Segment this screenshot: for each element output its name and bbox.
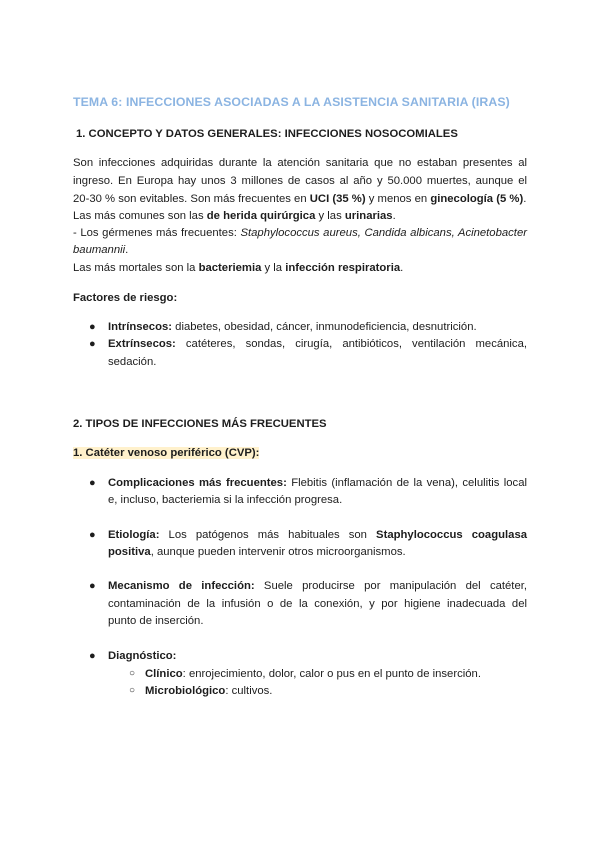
bullet-disc: ● (89, 580, 96, 592)
risk-factors-heading: Factores de riesgo: (73, 292, 178, 304)
germs-line-1: - Los gérmenes más frecuentes: Staphylococcus aureus, Candida albicans, Acinetobacter (73, 227, 527, 239)
document-title: TEMA 6: INFECCIONES ASOCIADAS A LA ASISTENCIA SANITARIA (IRAS) (73, 95, 510, 109)
mechanism-line-1: Mecanismo de infección: Suele producirse por manipulación del catéter, (108, 580, 527, 592)
intro-line-2: ingreso. En Europa hay unos 3 millones de casos al año y 50.000 muertes, aunque el (73, 175, 527, 187)
etiology-line-2: positiva, aunque pueden intervenir otros microorganismos. (108, 546, 406, 558)
subsection-cvp-heading: 1. Catéter venoso periférico (CVP): (73, 447, 260, 459)
intro-line-1: Son infecciones adquiridas durante la atención sanitaria que no estaban presentes al (73, 157, 527, 169)
bullet-disc: ● (89, 321, 96, 333)
risk-extrinsic-line-1: Extrínsecos: catéteres, sondas, cirugía, antibióticos, ventilación mecánica, (108, 338, 527, 350)
mechanism-line-2: contaminación de la infusión o de la conexión, y por higiene inadecuada del (108, 598, 527, 610)
intro-line-3: 20-30 % son evitables. Son más frecuentes en UCI (35 %) y menos en ginecología (5 %). (73, 193, 527, 205)
diagnosis-microbiological: Microbiológico: cultivos. (145, 685, 273, 697)
section-1-heading: 1. CONCEPTO Y DATOS GENERALES: INFECCIONES NOSOCOMIALES (76, 128, 458, 140)
bullet-disc: ● (89, 529, 96, 541)
mechanism-line-3: punto de inserción. (108, 615, 204, 627)
bullet-circle: ○ (129, 668, 136, 679)
bullet-disc: ● (89, 650, 96, 662)
bullet-disc: ● (89, 477, 96, 489)
germs-line-2: baumannii. (73, 244, 129, 256)
section-2-heading: 2. TIPOS DE INFECCIONES MÁS FRECUENTES (73, 418, 327, 430)
diagnosis-heading: Diagnóstico: (108, 650, 177, 662)
bullet-disc: ● (89, 338, 96, 350)
common-infections-line: Las más comunes son las de herida quirúrgica y las urinarias. (73, 210, 396, 222)
complications-line-2: e, incluso, bacteriemia si la infección progresa. (108, 494, 343, 506)
diagnosis-clinical: Clínico: enrojecimiento, dolor, calor o pus en el punto de inserción. (145, 668, 481, 680)
mortality-line: Las más mortales son la bacteriemia y la infección respiratoria. (73, 262, 404, 274)
etiology-line-1: Etiología: Los patógenos más habituales son Staphylococcus coagulasa (108, 529, 528, 541)
risk-extrinsic-line-2: sedación. (108, 356, 157, 368)
bullet-circle: ○ (129, 685, 136, 696)
risk-intrinsic: Intrínsecos: diabetes, obesidad, cáncer, inmunodeficiencia, desnutrición. (108, 321, 477, 333)
complications-line-1: Complicaciones más frecuentes: Flebitis (inflamación de la vena), celulitis local (108, 477, 527, 489)
